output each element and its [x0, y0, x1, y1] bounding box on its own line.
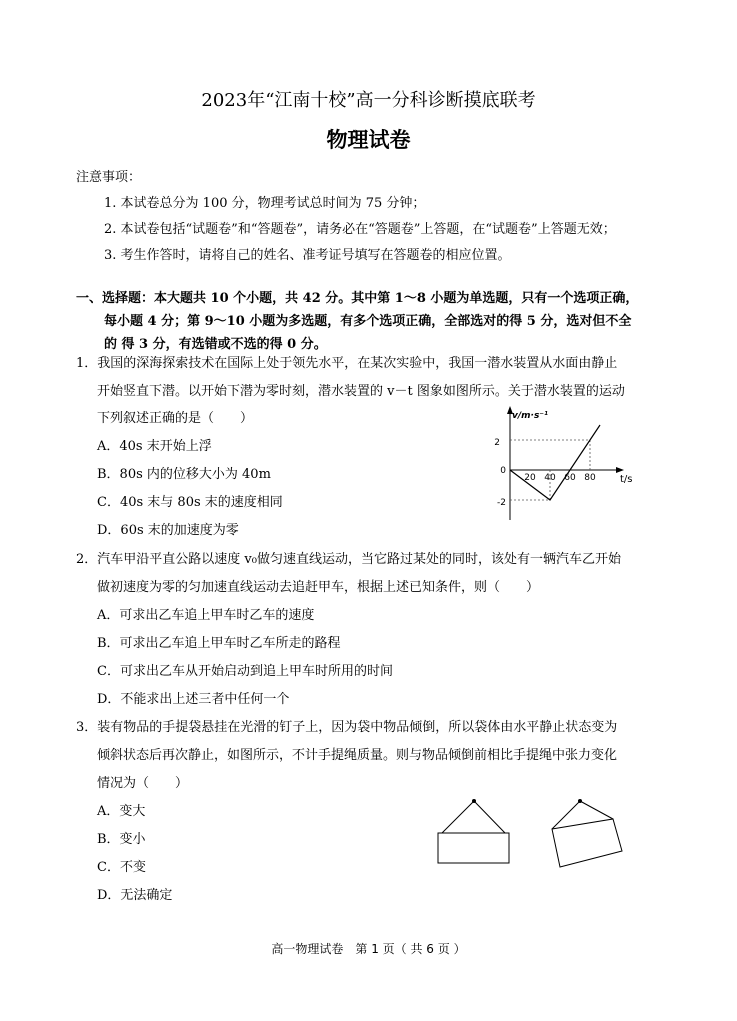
q2-option: C．可求出乙车从开始启动到追上甲车时所用的时间 — [97, 664, 393, 679]
x-tick-label: 60 — [564, 473, 576, 483]
bag-figure — [430, 795, 640, 880]
q1-option: B．80s 内的位移大小为 40m — [97, 467, 271, 482]
y-tick-label: -2 — [497, 498, 506, 508]
q3-option: B．变小 — [97, 832, 146, 847]
q3-stem: 3．装有物品的手提袋悬挂在光滑的钉子上，因为袋中物品倾倒，所以袋体由水平静止状态变为 — [76, 720, 618, 735]
q3-option: A．变大 — [97, 804, 146, 819]
rope-right — [580, 801, 613, 819]
rope-left — [442, 801, 474, 833]
q1-stem: 开始竖直下潜。以开始下潜为零时刻，潜水装置的 v－t 图象如图所示。关于潜水装置的运动 — [97, 384, 625, 399]
y-tick-label: 2 — [494, 438, 500, 448]
bag-body — [438, 833, 509, 863]
q3-option: C．不变 — [97, 860, 146, 875]
section-instruction: 一、选择题：本大题共 10 个小题，共 42 分。其中第 1～8 小题为单选题，只有一个选项正确， — [76, 291, 639, 306]
q1-option: D．60s 末的加速度为零 — [97, 523, 239, 538]
vt-graph — [470, 402, 660, 526]
bag-body-tilted — [552, 819, 622, 867]
note-item: 3. 考生作答时，请将自己的姓名、准考证号填写在答题卷的相应位置。 — [104, 248, 511, 263]
note-item: 2. 本试卷包括“试题卷”和“答题卷”，请务必在“答题卷”上答题，在“试题卷”上答题无效； — [104, 222, 616, 237]
section-instruction: 的 得 3 分，有选错或不选的得 0 分。 — [104, 337, 327, 352]
q2-option: A．可求出乙车追上甲车时乙车的速度 — [97, 608, 315, 623]
q3-stem: 情况为（ ） — [97, 776, 189, 791]
x-axis-label: t/s — [620, 474, 633, 485]
note-item: 1. 本试卷总分为 100 分，物理考试总时间为 75 分钟； — [104, 196, 426, 211]
notes-heading: 注意事项： — [76, 170, 142, 185]
q3-stem: 倾斜状态后再次静止，如图所示，不计手提绳质量。则与物品倾倒前相比手提绳中张力变化 — [97, 748, 618, 763]
x-tick-label: 20 — [524, 473, 536, 483]
y-tick-label: 0 — [500, 466, 506, 476]
y-axis-label: v/m·s⁻¹ — [512, 411, 548, 421]
exam-title: 2023年“江南十校”高一分科诊断摸底联考 — [201, 90, 536, 111]
x-tick-label: 80 — [584, 473, 596, 483]
q2-option: B．可求出乙车追上甲车时乙车所走的路程 — [97, 636, 341, 651]
q1-option: A．40s 末开始上浮 — [97, 439, 212, 454]
q2-stem: 2．汽车甲沿平直公路以速度 v₀做匀速直线运动，当它路过某处的同时，该处有一辆汽车乙开始 — [76, 552, 621, 567]
q1-option: C．40s 末与 80s 末的速度相同 — [97, 495, 283, 510]
bag-tilted — [552, 799, 622, 867]
exam-subtitle: 物理试卷 — [326, 128, 411, 152]
vt-series-line — [510, 425, 600, 500]
rope-right — [474, 801, 505, 833]
x-tick-label: 40 — [544, 473, 556, 483]
x-axis-arrow — [616, 467, 624, 473]
section-instruction: 每小题 4 分；第 9～10 小题为多选题，有多个选项正确，全部选对的得 5 分，选对但不全 — [104, 314, 632, 329]
q1-stem: 下列叙述正确的是（ ） — [97, 411, 254, 426]
q3-option: D．无法确定 — [97, 888, 173, 903]
q2-stem: 做初速度为零的匀加速直线运动去追赶甲车，根据上述已知条件，则（ ） — [97, 580, 540, 595]
q2-option: D．不能求出上述三者中任何一个 — [97, 692, 290, 707]
bag-level — [438, 799, 509, 863]
page-footer: 高一物理试卷 第 1 页（ 共 6 页 ） — [271, 942, 466, 956]
q1-stem: 1．我国的深海探索技术在国际上处于领先水平，在某次实验中，我国一潜水装置从水面由静止 — [76, 356, 618, 371]
